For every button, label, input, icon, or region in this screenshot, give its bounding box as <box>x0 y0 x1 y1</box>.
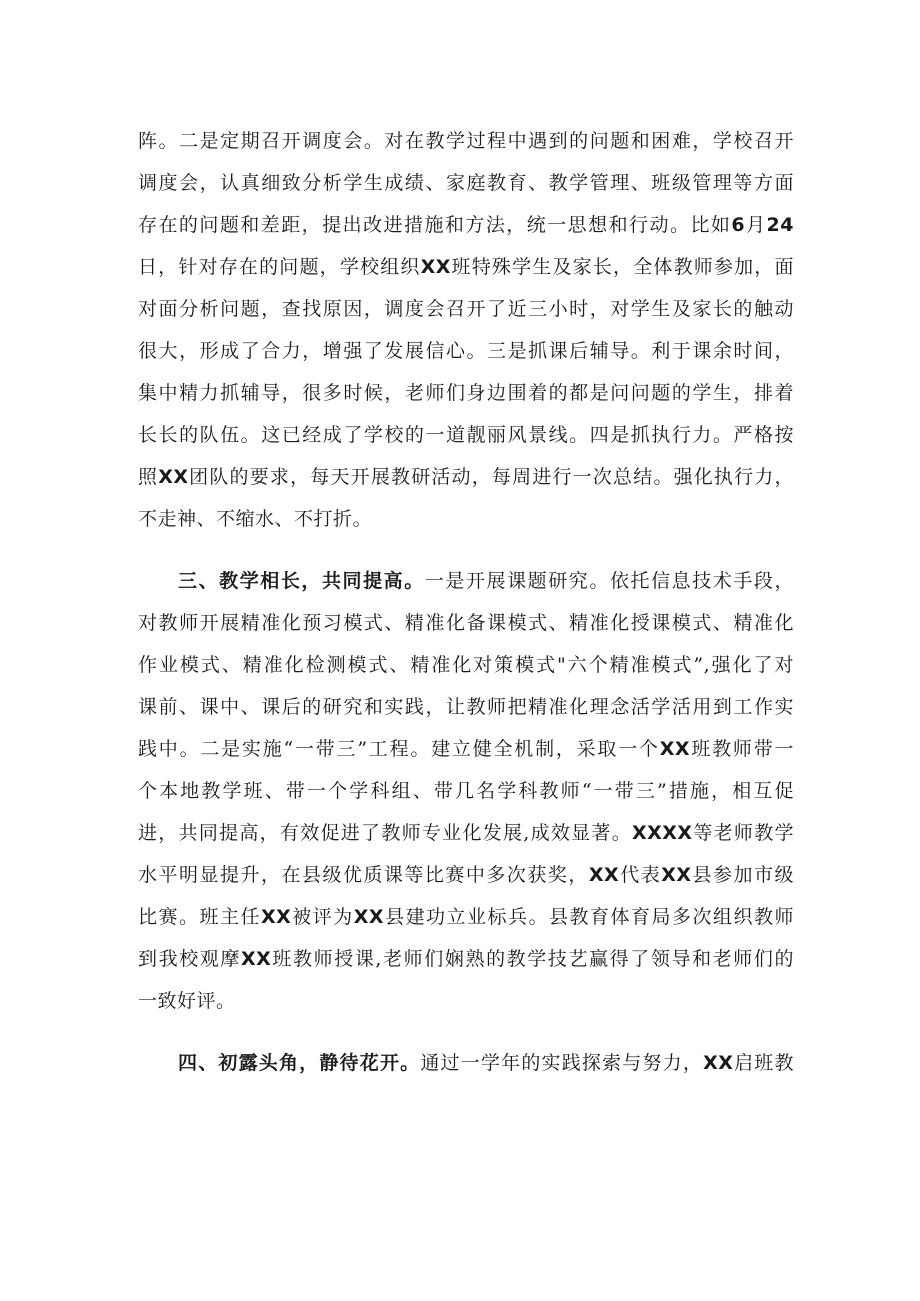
text-line: 很大，形成了合力，增强了发展信心。三是抓课后辅导。利于课余时间， <box>138 340 794 362</box>
text-line: 日，针对存在的问题，学校组织XX班特殊学生及家长，全体教师参加，面 <box>138 256 794 278</box>
document-page <box>138 120 794 1084</box>
section-four <box>138 1042 794 1084</box>
paragraph-teaching-management <box>138 120 794 540</box>
text-line: 不走神、不缩水、不打折。 <box>138 508 373 530</box>
text-line: 四、初露头角，静待花开。通过一学年的实践探索与努力，XX启班教 <box>178 1052 794 1074</box>
text-line: 进，共同提高，有效促进了教师专业化发展,成效显著。XXXX等老师教学 <box>138 822 794 844</box>
text-line: 对教师开展精准化预习模式、精准化备课模式、精准化授课模式、精准化 <box>138 612 794 634</box>
text-line: 长长的队伍。这已经成了学校的一道靓丽风景线。四是抓执行力。严格按 <box>138 424 794 446</box>
text-line: 一致好评。 <box>138 990 236 1012</box>
text-line: 比赛。班主任XX被评为XX县建功立业标兵。县教育体育局多次组织教师 <box>138 906 794 928</box>
text-line: 到我校观摩XX班教师授课,老师们娴熟的教学技艺赢得了领导和老师们的 <box>138 948 794 970</box>
text-line: 作业模式、精准化检测模式、精准化对策模式"六个精准模式”,强化了对 <box>138 654 794 676</box>
text-line: 个本地教学班、带一个学科组、带几名学科教师“一带三”措施，相互促 <box>138 780 794 802</box>
section-heading: 三、教学相长，共同提高。 <box>178 570 425 592</box>
text-line: 水平明显提升，在县级优质课等比赛中多次获奖，XX代表XX县参加市级 <box>138 864 794 886</box>
text-line: 调度会，认真细致分析学生成绩、家庭教育、教学管理、班级管理等方面 <box>138 172 794 194</box>
text-line: 三、教学相长，共同提高。一是开展课题研究。依托信息技术手段， <box>178 570 794 592</box>
text-line: 集中精力抓辅导，很多时候，老师们身边围着的都是问问题的学生，排着 <box>138 382 794 404</box>
text-line: 对面分析问题，查找原因，调度会召开了近三小时，对学生及家长的触动 <box>138 298 794 320</box>
text-line: 照XX团队的要求，每天开展教研活动，每周进行一次总结。强化执行力， <box>138 466 794 488</box>
section-three <box>138 560 794 1022</box>
section-heading: 四、初露头角，静待花开。 <box>178 1052 421 1074</box>
text-line: 践中。二是实施“一带三”工程。建立健全机制，采取一个XX班教师带一 <box>138 738 794 760</box>
text-line: 课前、课中、课后的研究和实践，让教师把精准化理念活学活用到工作实 <box>138 696 794 718</box>
text-line: 存在的问题和差距，提出改进措施和方法，统一思想和行动。比如6月24 <box>138 214 794 236</box>
text-line: 阵。二是定期召开调度会。对在教学过程中遇到的问题和困难，学校召开 <box>138 130 794 152</box>
